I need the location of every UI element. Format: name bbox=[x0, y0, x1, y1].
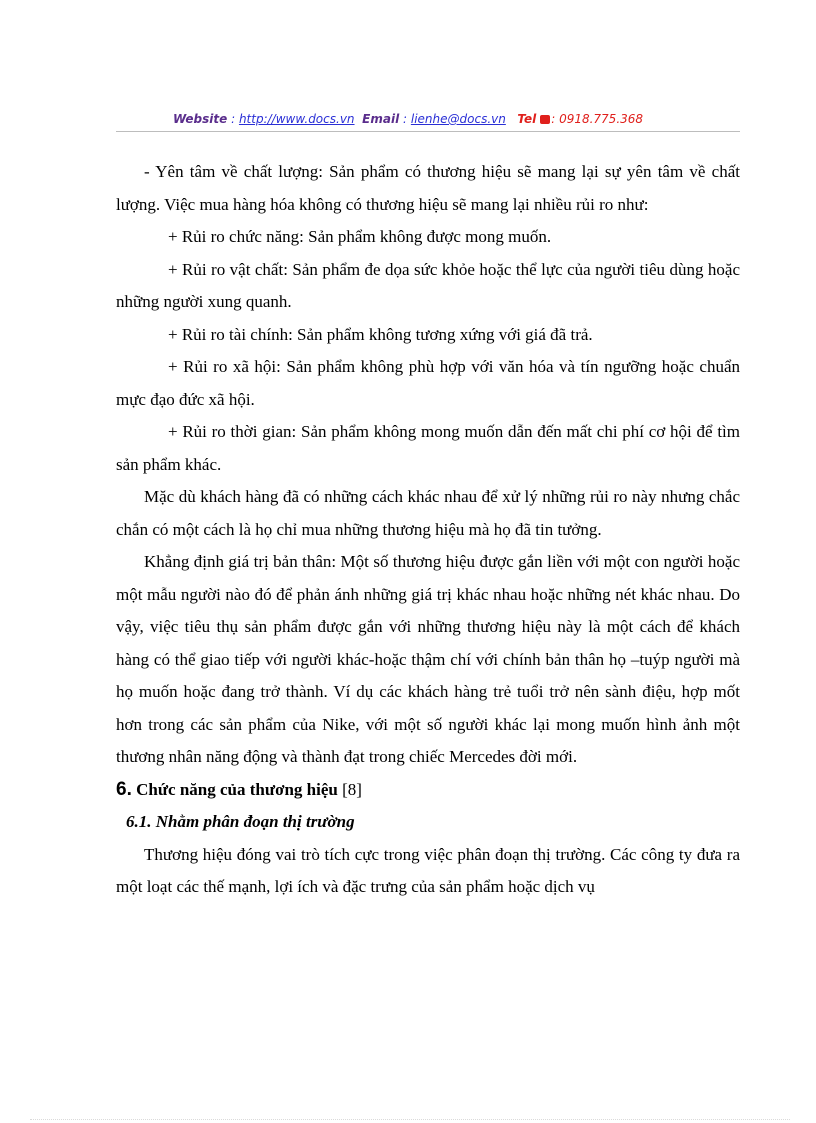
paragraph-self-identity: Khẳng định giá trị bản thân: Một số thương hiệu được gắn liền với một con người hoặc một mẫu người nào đó để phản ánh những giá trị khác nhau hoặc những nét khác nhau. Do vậy, việc tiêu thụ sản phẩm được gắn với những thương hiệu này là một cách để khách hàng có thể giao tiếp với người khác-hoặc thậm chí với chính bản thân họ –tuýp người mà họ muốn hoặc đang trở thành. Ví dụ các khách hàng trẻ tuổi trở nên sành điệu, hợp mốt hơn trong các sản phẩm của Nike, với một số người khác lại mong muốn hình ảnh một thương nhân năng động và thành đạt trong chiếc Mercedes đời mới. bbox=[116, 552, 740, 766]
email-label: Email bbox=[362, 112, 400, 126]
paragraph-financial-risk: + Rủi ro tài chính: Sản phẩm không tương xứng với giá đã trả. bbox=[168, 324, 593, 344]
tel-number: 0918.775.368 bbox=[559, 112, 644, 126]
phone-icon bbox=[540, 115, 550, 124]
section-heading-6 bbox=[116, 774, 740, 807]
section-number: 6. bbox=[116, 778, 132, 800]
paragraph-functional-risk: + Rủi ro chức năng: Sản phẩm không được mong muốn. bbox=[168, 227, 552, 246]
paragraph-trusted-brands: Mặc dù khách hàng đã có những cách khác nhau để xử lý những rủi ro này nhưng chắc chắn có một cách là họ chỉ mua những thương hiệu mà họ đã tin tưởng. bbox=[116, 487, 740, 539]
page-header bbox=[0, 112, 816, 126]
paragraph-market-segmentation: Thương hiệu đóng vai trò tích cực trong việc phân đoạn thị trường. Các công ty đưa ra một loạt các thế mạnh, lợi ích và đặc trưng của sản phẩm hoặc dịch vụ bbox=[116, 844, 740, 896]
subsection-heading-6-1: 6.1. Nhằm phân đoạn thị trường bbox=[126, 812, 355, 831]
document-body bbox=[116, 156, 740, 904]
paragraph-social-risk: + Rủi ro xã hội: Sản phẩm không phù hợp với văn hóa và tín ngưỡng hoặc chuẩn mực đạo đức xã hội. bbox=[116, 357, 740, 409]
email-separator: : bbox=[399, 112, 411, 126]
section-title: Chức năng của thương hiệu bbox=[136, 779, 338, 799]
tel-label: Tel bbox=[517, 112, 537, 126]
footer-divider bbox=[30, 1119, 790, 1120]
website-link[interactable]: http://www.docs.vn bbox=[238, 112, 355, 126]
paragraph-time-risk: + Rủi ro thời gian: Sản phẩm không mong muốn dẫn đến mất chi phí cơ hội để tìm sản phẩm khác. bbox=[116, 422, 740, 474]
header-divider bbox=[116, 131, 740, 132]
section-reference: [8] bbox=[342, 779, 362, 799]
email-link[interactable]: lienhe@docs.vn bbox=[410, 112, 506, 126]
paragraph-physical-risk: + Rủi ro vật chất: Sản phẩm đe dọa sức khỏe hoặc thể lực của người tiêu dùng hoặc những người xung quanh. bbox=[116, 259, 740, 311]
website-label: Website bbox=[172, 112, 228, 126]
website-separator: : bbox=[227, 112, 239, 126]
paragraph-quality-assurance: - Yên tâm về chất lượng: Sản phẩm có thương hiệu sẽ mang lại sự yên tâm về chất lượng. Việc mua hàng hóa không có thương hiệu sẽ mang lại nhiều rủi ro như: bbox=[116, 162, 740, 214]
tel-separator: : bbox=[551, 112, 560, 126]
